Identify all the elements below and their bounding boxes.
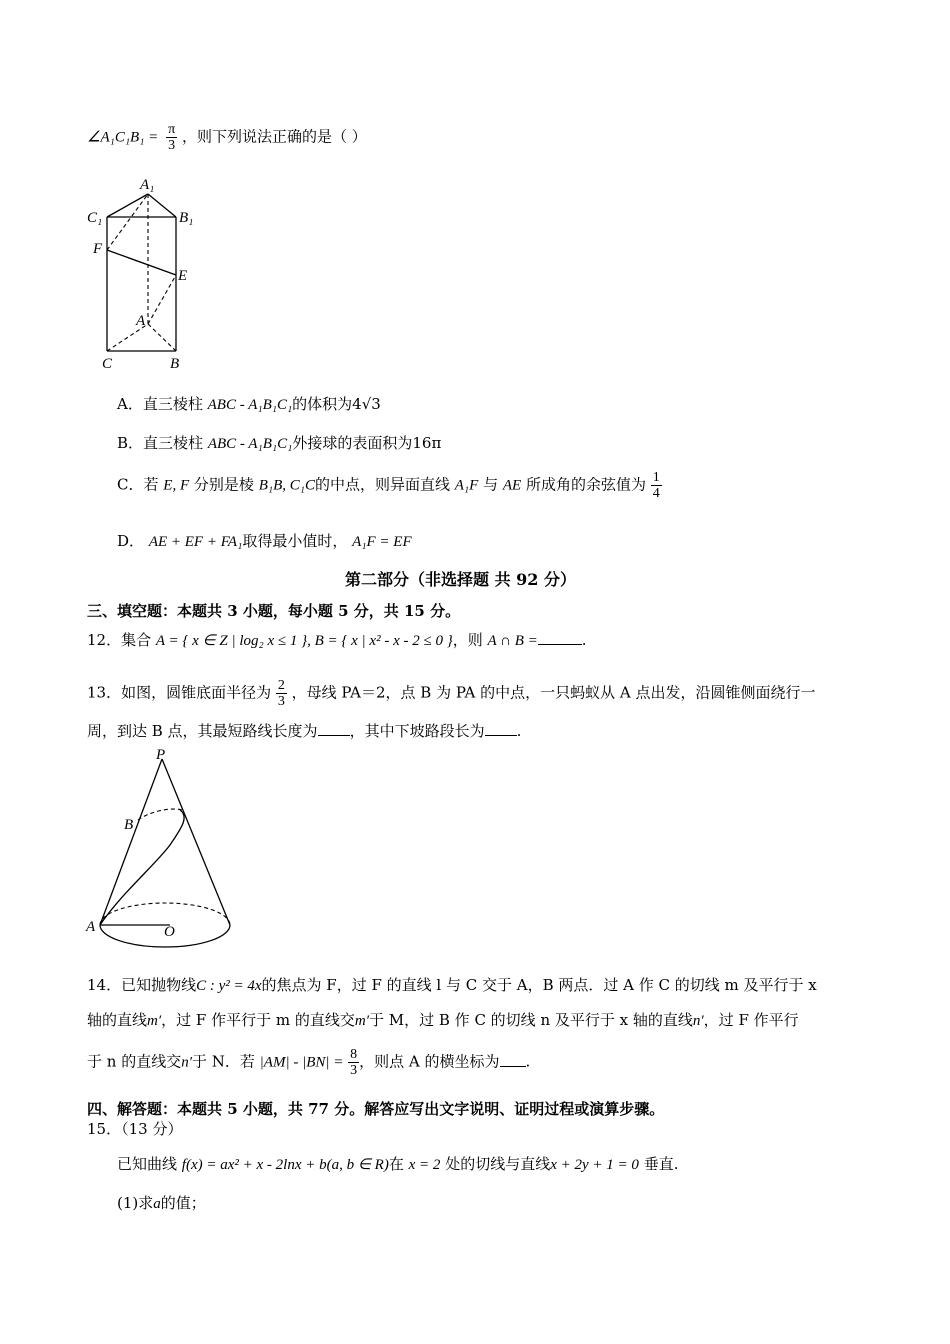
q11-option-c: C．若 E, F 分别是棱 B₁B, C₁C的中点，则异面直线 A₁F 与 AE 所成角的余弦值为 $\frac{1}{4}$ <box>117 470 660 501</box>
q15-sub1: (1)求a的值； <box>117 1194 206 1212</box>
label-f: F <box>93 241 103 257</box>
segment-ae-hidden <box>148 275 176 324</box>
q14-eight-thirds: $\frac{8}{3}$ <box>350 1047 358 1078</box>
q15-number: 15．（13 分） <box>87 1120 183 1138</box>
q11-option-b: B．直三棱柱 ABC - A₁B₁C₁外接球的表面积为16π <box>117 434 442 452</box>
q11-stem <box>87 122 367 153</box>
q14-line1: 14．已知抛物线C : y² = 4x的焦点为 F，过 F 的直线 l 与 C 交于 A，B 两点．过 A 作 C 的切线 m 及平行于 x <box>87 976 817 994</box>
segment-fe <box>107 250 176 275</box>
q14-line2: 轴的直线m′，过 F 作平行于 m 的直线交m′于 M，过 B 作 C 的切线 n 及平行于 x 轴的直线n′，过 F 作平行 <box>87 1011 799 1029</box>
q14-answer-blank <box>500 1065 526 1067</box>
q15-stem: 已知曲线 f(x) = ax² + x - 2lnx + b(a, b ∈ R)在 x = 2 处的切线与直线x + 2y + 1 = 0 垂直. <box>117 1155 679 1173</box>
ant-path-visible <box>100 810 184 925</box>
cone-label-o: O <box>164 924 175 940</box>
q13-line1: 13．如图，圆锥底面半径为 $\frac{2}{3}$ ，母线 PA＝2，点 B 为 PA 的中点，一只蚂蚁从 A 点出发，沿圆锥侧面绕行一 <box>87 678 816 709</box>
segment-fa1-hidden <box>107 194 148 250</box>
label-a: A <box>136 313 146 329</box>
section3-title: 三、填空题：本题共 3 小题，每小题 5 分，共 15 分。 <box>87 602 461 620</box>
q13-blank-1 <box>318 734 350 736</box>
q13-radius-fraction: $\frac{2}{3}$ <box>277 678 285 709</box>
part2-title: 第二部分（非选择题 共 92 分） <box>345 570 576 589</box>
section4-title: 四、解答题：本题共 5 小题，共 77 分。解答应写出文字说明、证明过程或演算步骤。 <box>87 1100 665 1118</box>
edge-a1b1 <box>148 194 176 217</box>
q11-option-a: A．直三棱柱 ABC - A₁B₁C₁的体积为4√3 <box>117 395 381 413</box>
q11-stem-tail: ，则下列说法正确的是（ ） <box>181 127 367 146</box>
label-e: E <box>178 268 188 284</box>
cone-edge-left <box>100 759 162 925</box>
q11-one-quarter: $\frac{1}{4}$ <box>652 470 660 501</box>
cone-label-a: A <box>86 919 96 935</box>
q13-blank-2 <box>485 734 517 736</box>
q11-angle: ∠A₁C₁B₁ = <box>87 129 159 146</box>
prism-figure <box>80 172 210 372</box>
label-a1: A₁ <box>140 177 155 193</box>
q11-pi-over-3: $\frac{\pi}{3}$ <box>168 122 176 153</box>
cone-label-b: B <box>124 817 134 833</box>
cone-base-back <box>100 903 230 925</box>
label-b1: B₁ <box>179 210 194 226</box>
label-c1: C₁ <box>87 210 103 226</box>
q13-line2: 周，到达 B 点，其最短路线长度为 ，其中下坡路段长为 . <box>87 722 522 740</box>
label-b: B <box>170 356 180 372</box>
edge-c1a1 <box>107 194 148 217</box>
cone-label-p: P <box>156 747 166 763</box>
q11-option-d: D． AE + EF + FA₁取得最小值时， A₁F = EF <box>117 532 412 550</box>
edge-ab-hidden <box>148 324 176 351</box>
q12-answer-blank <box>538 643 582 645</box>
ant-path-hidden <box>138 809 182 820</box>
q12: 12．集合 A = { x ∈ Z | log₂ x ≤ 1 }, B = { x | x² - x - 2 ≤ 0 }，则 A ∩ B = . <box>87 631 587 649</box>
label-c: C <box>102 356 113 372</box>
cone-figure <box>80 745 250 955</box>
q14-line3: 于 n 的直线交n′于 N．若 |AM| - |BN| = $\frac{8}{3}$ ，则点 A 的横坐标为 . <box>87 1047 531 1078</box>
